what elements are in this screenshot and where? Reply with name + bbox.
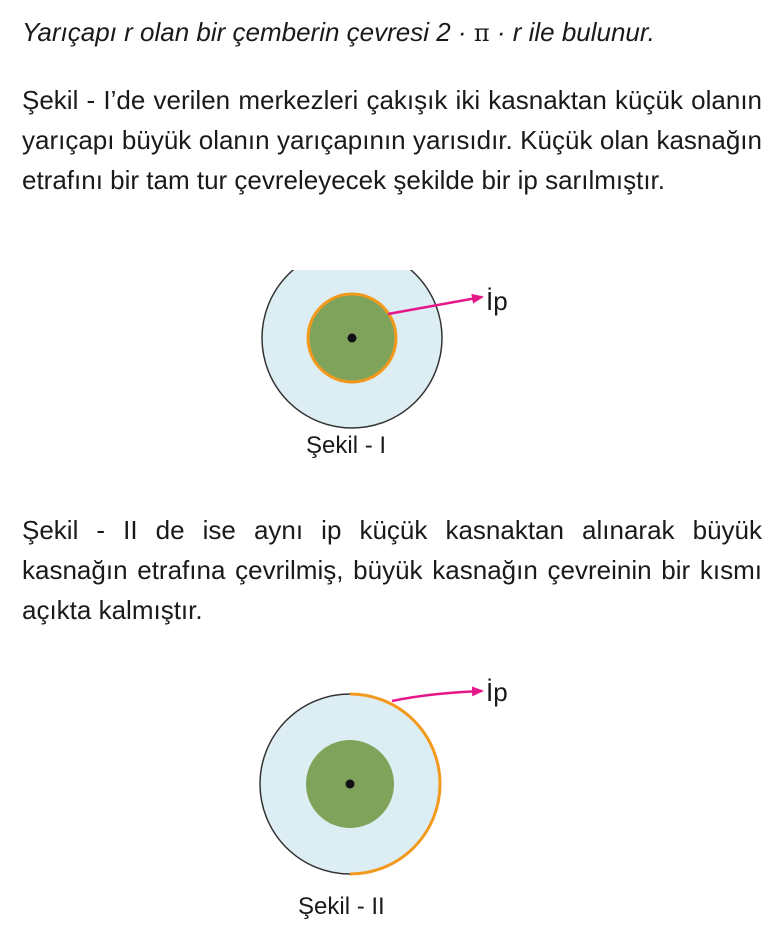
figure-1-caption: Şekil - I	[306, 432, 387, 459]
figure-2-caption: Şekil - II	[298, 893, 385, 920]
rope-label: İp	[486, 677, 508, 707]
figure-2	[0, 665, 776, 927]
rope-arrow	[392, 691, 482, 701]
paragraph-figure-1-description: Şekil - I’de verilen merkezleri çakışık iki kasnaktan küçük olanın yarıçapı büyük olanın yarıçapının yarısıdır. Küçük olan kasnağın etrafını bir tam tur çevreleyecek şekilde bir ip sarılmıştır.	[22, 85, 762, 195]
center-dot	[346, 780, 355, 789]
formula-text-end: · r ile bulunur.	[489, 17, 655, 47]
figure-1-diagram	[0, 270, 776, 480]
figure-1	[0, 270, 776, 480]
center-dot	[348, 334, 357, 343]
formula-text-start: Yarıçapı r olan bir çemberin çevresi 2 ·	[22, 17, 474, 47]
figure-2-diagram	[0, 665, 776, 927]
pi-symbol: π	[473, 19, 490, 47]
paragraph-figure-2-description: Şekil - II de ise aynı ip küçük kasnaktan alınarak büyük kasnağın etrafına çevrilmiş, büyük kasnağın çevreinin bir kısmı açıkta kalmıştır.	[22, 515, 762, 625]
rope-label: İp	[486, 286, 508, 316]
circumference-formula	[22, 14, 655, 51]
